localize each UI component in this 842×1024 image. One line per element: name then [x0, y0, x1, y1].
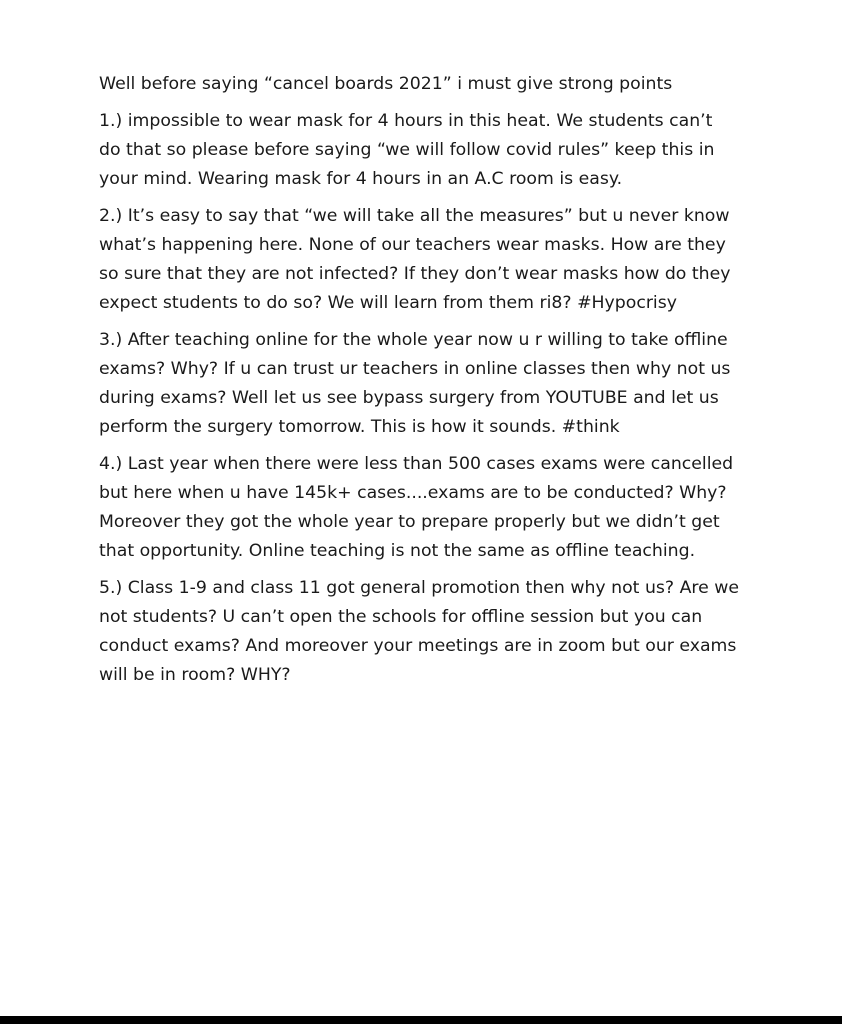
point-1-paragraph: 1.) impossible to wear mask for 4 hours in this heat. We students can’t do that so please before saying “we will follow covid rules” keep this in your mind. Wearing mask for 4 hours in an A.C room is easy.	[99, 111, 715, 189]
point-3-paragraph: 3.) After teaching online for the whole year now u r willing to take offline exams? Why? If u can trust ur teachers in online classes then why not us during exams? Well let us see bypass surgery from YOUTUBE and let us perform the surgery tomorrow. This is how it sounds. #think	[99, 330, 731, 437]
bottom-divider	[0, 1016, 842, 1024]
point-4-paragraph: 4.) Last year when there were less than 500 cases exams were cancelled but here when u have 145k+ cases....exams are to be conducted? Why? Moreover they got the whole year to prepare properly but we didn’t get that opportunity. Online teaching is not the same as offline teaching.	[99, 454, 734, 561]
point-5-paragraph: 5.) Class 1-9 and class 11 got general promotion then why not us? Are we not students? U can’t open the schools for offline session but you can conduct exams? And moreover your meetings are in zoom but our exams will be in room? WHY?	[99, 578, 740, 685]
point-2-paragraph: 2.) It’s easy to say that “we will take all the measures” but u never know what’s happening here. None of our teachers wear masks. How are they so sure that they are not infected? If they don’t wear masks how do they expect students to do so? We will learn from them ri8? #Hypocrisy	[99, 206, 731, 313]
intro-paragraph: Well before saying “cancel boards 2021” i must give strong points	[99, 74, 673, 94]
document-body	[99, 70, 739, 698]
